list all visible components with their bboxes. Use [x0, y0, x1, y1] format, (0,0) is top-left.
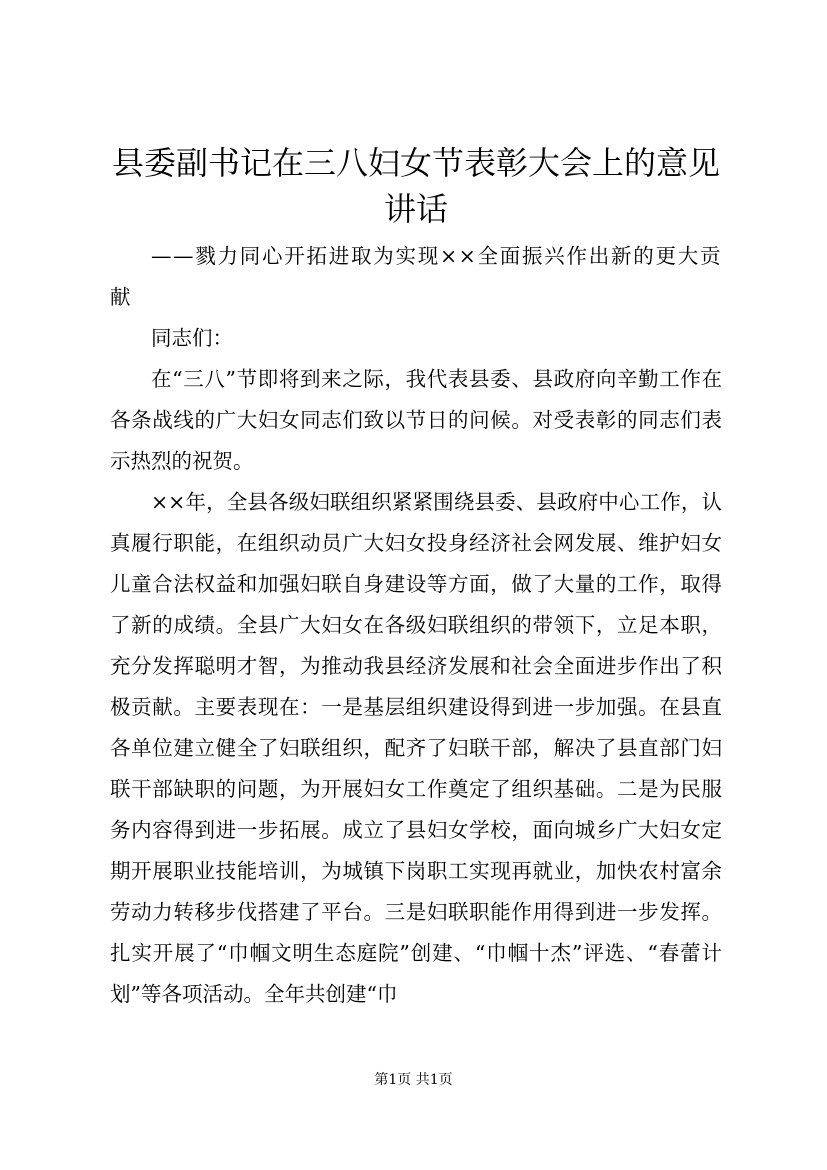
body-paragraph-1: 在“三八”节即将到来之际，我代表县委、县政府向辛勤工作在各条战线的广大妇女同志们致以节日的问候。对受表彰的同志们表示热烈的祝贺。: [110, 367, 722, 473]
document-title: 县委副书记在三八妇女节表彰大会上的意见讲话: [111, 144, 720, 228]
document-body: [110, 236, 722, 1015]
document-subtitle: ——戮力同心开拓进取为实现××全面振兴作出新的更大贡献: [110, 244, 722, 309]
greeting: 同志们：: [151, 326, 233, 350]
page-footer: 第1页 共1页: [374, 1072, 453, 1088]
body-paragraph-2: ××年，全县各级妇联组织紧紧围绕县委、县政府中心工作，认真履行职能，在组织动员广大妇女投身经济社会网发展、维护妇女儿童合法权益和加强妇联自身建设等方面，做了大量的工作，取得了新的成绩。全县广大妇女在各级妇联组织的带领下，立足本职，充分发挥聪明才智，为推动我县经济发展和社会全面进步作出了积极贡献。主要表现在：一是基层组织建设得到进一步加强。在县直各单位建立健全了妇联组织，配齐了妇联干部，解决了县直部门妇联干部缺职的问题，为开展妇女工作奠定了组织基础。二是为民服务内容得到进一步拓展。成立了县妇女学校，面向城乡广大妇女定期开展职业技能培训，为城镇下岗职工实现再就业，加快农村富余劳动力转移步伐搭建了平台。三是妇联职能作用得到进一步发挥。扎实开展了“巾帼文明生态庭院”创建、“巾帼十杰”评选、“春蕾计划”等各项活动。全年共创建“巾: [110, 490, 722, 1006]
